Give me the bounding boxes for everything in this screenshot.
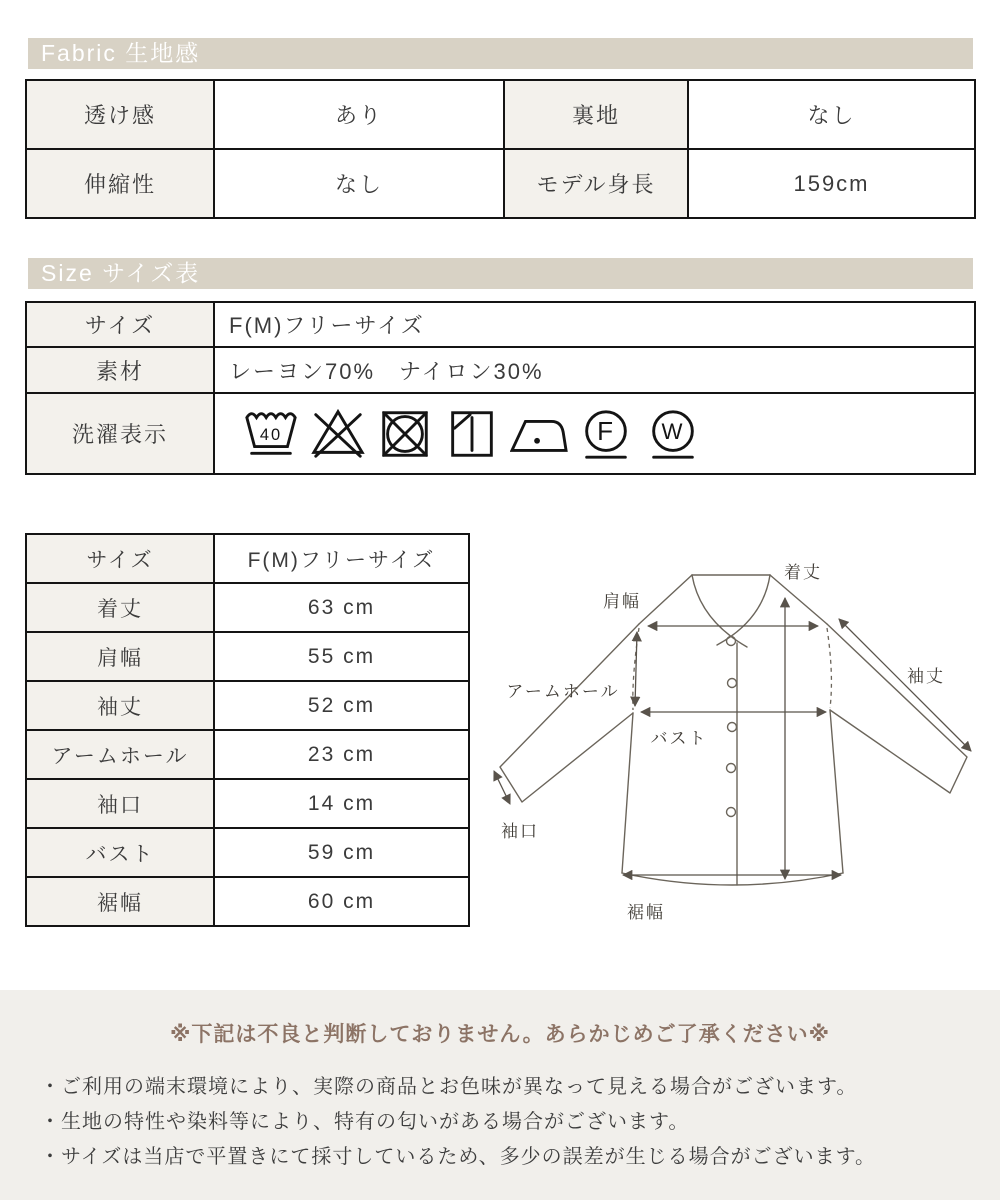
wash-temp-text: 40 (259, 425, 283, 444)
wet-clean-w-icon (644, 406, 702, 462)
no-bleach-icon (309, 406, 367, 462)
care-symbols-row (229, 400, 974, 468)
dry-clean-letter: F (597, 415, 615, 446)
meas-label-cuff: 袖口 (26, 779, 214, 828)
fabric-value-lining: なし (688, 80, 975, 149)
fabric-label-sheer: 透け感 (26, 80, 214, 149)
material-value: レーヨン70% ナイロン30% (214, 347, 975, 393)
diagram-label-bust: バスト (650, 729, 708, 748)
meas-label-hem: 裾幅 (26, 877, 214, 926)
disclaimer-section (0, 990, 1000, 1200)
table-row (26, 730, 469, 779)
meas-value-hem: 60 cm (214, 877, 469, 926)
meas-value-bust: 59 cm (214, 828, 469, 877)
table-row (26, 583, 469, 632)
diagram-label-armhole: アームホール (506, 682, 620, 701)
iron-low-icon (510, 406, 568, 462)
diagram-label-hem: 裾幅 (627, 903, 665, 922)
meas-value-shoulder: 55 cm (214, 632, 469, 681)
meas-value-cuff: 14 cm (214, 779, 469, 828)
disclaimer-item: ・ご利用の端末環境により、実際の商品とお色味が異なって見える場合がございます。 (40, 1076, 858, 1098)
meas-value-length: 63 cm (214, 583, 469, 632)
wet-clean-letter: W (661, 418, 685, 444)
table-row (26, 779, 469, 828)
meas-label-length: 着丈 (26, 583, 214, 632)
table-row (26, 149, 975, 218)
meas-label-sleeve: 袖丈 (26, 681, 214, 730)
size-table (25, 301, 976, 475)
fabric-label-lining: 裏地 (504, 80, 688, 149)
measurement-arrows (494, 598, 971, 879)
dry-clean-f-icon (577, 406, 635, 462)
care-label: 洗濯表示 (26, 393, 214, 474)
wash-40-icon (242, 406, 300, 462)
table-row (26, 347, 975, 393)
size-value: F(M)フリーサイズ (214, 302, 975, 347)
disclaimer-title: ※下記は不良と判断しておりません。あらかじめご了承ください※ (169, 1023, 831, 1046)
fabric-value-model-height: 159cm (688, 149, 975, 218)
table-row (26, 877, 469, 926)
diagram-label-shoulder: 肩幅 (603, 592, 641, 611)
line-dry-shade-icon (443, 406, 501, 462)
disclaimer-item: ・サイズは当店で平置きにて採寸しているため、多少の誤差が生じる場合がございます。 (40, 1146, 876, 1168)
meas-label-armhole: アームホール (26, 730, 214, 779)
table-row (26, 681, 469, 730)
table-row (26, 534, 469, 583)
no-tumble-dry-icon (376, 406, 434, 462)
diagram-label-length: 着丈 (784, 563, 822, 582)
care-symbols-cell (214, 393, 975, 474)
garment-measurement-diagram (480, 535, 1000, 945)
fabric-label-stretch: 伸縮性 (26, 149, 214, 218)
material-label: 素材 (26, 347, 214, 393)
size-section-header: Size サイズ表 (28, 258, 973, 289)
table-row (26, 632, 469, 681)
meas-header-size: サイズ (26, 534, 214, 583)
disclaimer-item: ・生地の特性や染料等により、特有の匂いがある場合がございます。 (40, 1111, 690, 1133)
meas-label-shoulder: 肩幅 (26, 632, 214, 681)
fabric-value-stretch: なし (214, 149, 504, 218)
meas-value-armhole: 23 cm (214, 730, 469, 779)
fabric-table (25, 79, 976, 219)
fabric-section-header: Fabric 生地感 (28, 38, 973, 69)
measurement-table (25, 533, 470, 927)
table-row (26, 393, 975, 474)
meas-label-bust: バスト (26, 828, 214, 877)
shirt-outline (500, 575, 967, 885)
table-row (26, 80, 975, 149)
table-row (26, 302, 975, 347)
meas-header-value: F(M)フリーサイズ (214, 534, 469, 583)
diagram-label-sleeve: 袖丈 (907, 667, 945, 686)
diagram-label-cuff: 袖口 (501, 822, 539, 841)
size-label: サイズ (26, 302, 214, 347)
fabric-label-model-height: モデル身長 (504, 149, 688, 218)
fabric-value-sheer: あり (214, 80, 504, 149)
meas-value-sleeve: 52 cm (214, 681, 469, 730)
table-row (26, 828, 469, 877)
